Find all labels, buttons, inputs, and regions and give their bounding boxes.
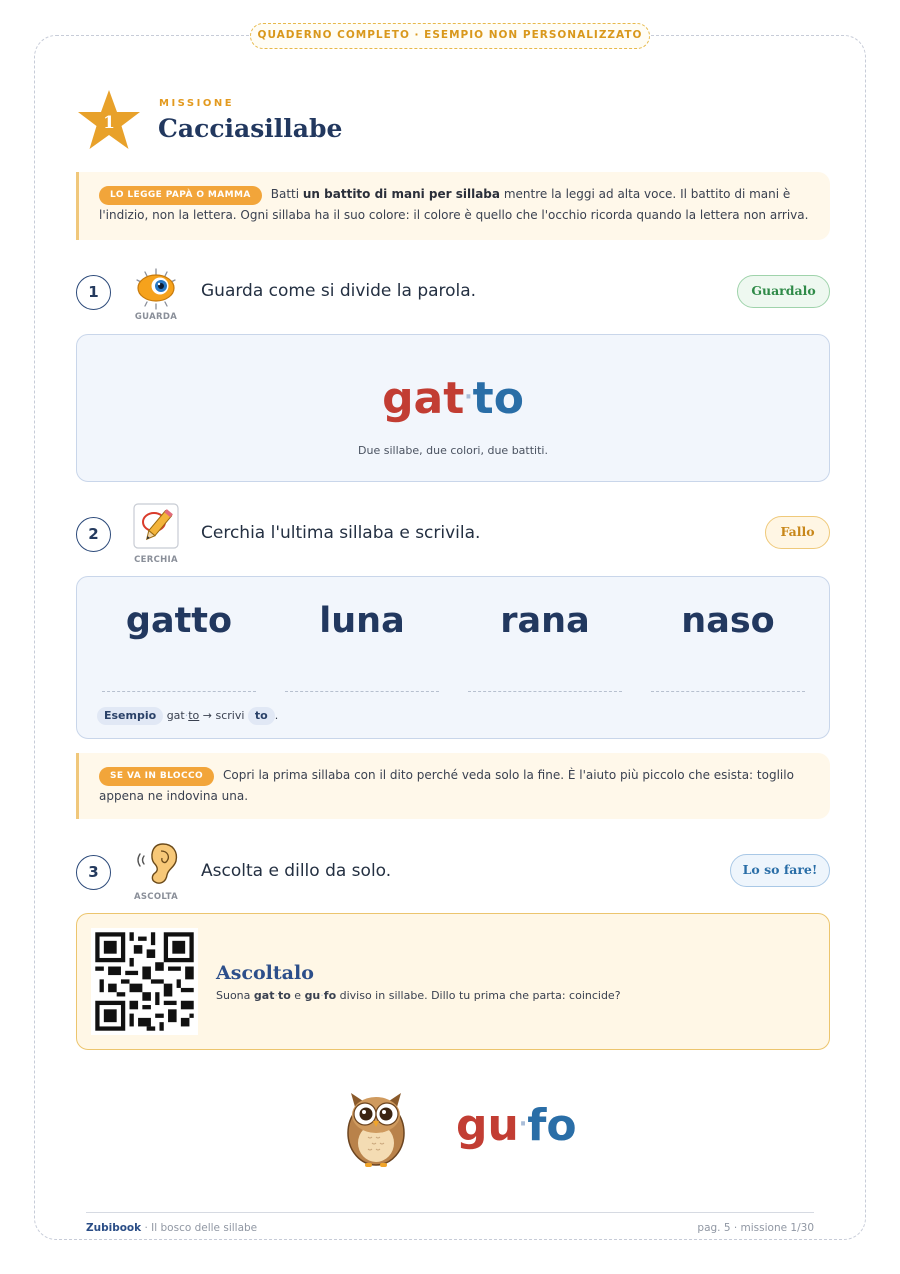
answer-line-1[interactable] [102,691,256,692]
step-2-number: 2 [76,517,111,552]
word-luna[interactable]: luna [319,601,405,641]
closing-syllable-1: gu [456,1100,519,1151]
word-rana[interactable]: rana [500,601,590,641]
guardalo-button[interactable]: Guardalo [737,275,830,308]
syllable-caption: Due sillabe, due colori, due battiti. [358,444,548,457]
answer-line-4[interactable] [651,691,805,692]
parent-note-text-1: Batti [270,187,303,201]
closing-syllable-2: fo [527,1100,577,1151]
word-naso[interactable]: naso [681,601,775,641]
parent-note [76,172,830,240]
word-gatto[interactable]: gatto [125,601,233,641]
owl-icon [341,1085,411,1169]
qr-code-icon[interactable] [91,928,198,1035]
lo-so-fare-button[interactable]: Lo so fare! [730,854,830,887]
step-1-icon-label: GUARDA [134,312,178,322]
syllable-word [77,373,829,424]
syllable-dot: · [464,385,473,410]
step-2-icon-label: CERCHIA [134,555,178,565]
answer-line-2[interactable] [285,691,439,692]
mission-number: 1 [103,113,115,133]
closing-dot: · [518,1112,528,1137]
listen-description: Suona gat·to e gu·fo diviso in sillabe. Dillo tu prima che parta: coincide? [216,989,621,1002]
step-3-instruction: Ascolta e dillo da solo. [201,861,392,881]
listen-panel [76,913,830,1050]
footer-divider [86,1212,814,1213]
footer-brand: Zubibook [86,1222,142,1234]
mission-kicker: MISSIONE [159,98,235,109]
syllable-1: gat [382,373,465,424]
example-word-a: gat [166,709,185,722]
parent-note-text-2: mentre la leggi ad alta voce. Il battito di mani è l'indizio, non la lettera. Ogni sillaba ha il suo colore: il colore è quello che l'occhio ricorda quando la lettera non arriva. [99,187,809,222]
step-2-instruction: Cerchia l'ultima sillaba e scrivila. [201,523,481,543]
listen-mid: e [290,989,305,1002]
mission-title: Cacciasillabe [158,114,343,143]
listen-word-1a: gat [253,989,275,1002]
eye-icon [133,266,179,312]
example-end: . [274,709,279,722]
listen-word-2a: gu [304,989,321,1002]
example-tag: Esempio [97,707,163,725]
listen-word-2b: fo [323,989,337,1002]
words-panel [76,576,830,739]
syllable-2: to [472,373,524,424]
pencil-circle-icon [133,503,179,549]
step-1-number: 1 [76,275,111,310]
footer-page: pag. 5 · missione 1/30 [697,1222,814,1234]
example-answer: to [248,707,275,725]
ear-icon [133,840,179,886]
listen-word-1b: to [277,989,291,1002]
example-arrow: → scrivi [202,709,245,722]
block-note [76,753,830,819]
syllable-display-panel [76,334,830,482]
fallo-button[interactable]: Fallo [765,516,830,549]
listen-title: Ascoltalo [216,962,314,984]
block-note-tag: SE VA IN BLOCCO [99,767,214,786]
block-note-text: Copri la prima sillaba con il dito perché veda solo la fine. È l'aiuto più piccolo che esista: toglilo appena ne indovina una. [99,768,794,803]
parent-note-bold: un battito di mani per sillaba [302,187,500,201]
header-badge: QUADERNO COMPLETO · ESEMPIO NON PERSONALIZZATO [250,23,650,49]
answer-line-3[interactable] [468,691,622,692]
example-row: Esempio gat·to → scrivi to . [97,707,278,725]
step-3-icon-label: ASCOLTA [134,892,178,902]
footer-subtitle: · Il bosco delle sillabe [141,1222,258,1234]
listen-pre: Suona [216,989,254,1002]
listen-post: diviso in sillabe. Dillo tu prima che parta: coincide? [336,989,621,1002]
example-word-b: to [188,709,200,722]
footer-left [86,1222,257,1234]
closing-word [456,1100,577,1151]
step-3-number: 3 [76,855,111,890]
step-1-instruction: Guarda come si divide la parola. [201,281,477,301]
parent-note-tag: LO LEGGE PAPÀ O MAMMA [99,186,262,205]
